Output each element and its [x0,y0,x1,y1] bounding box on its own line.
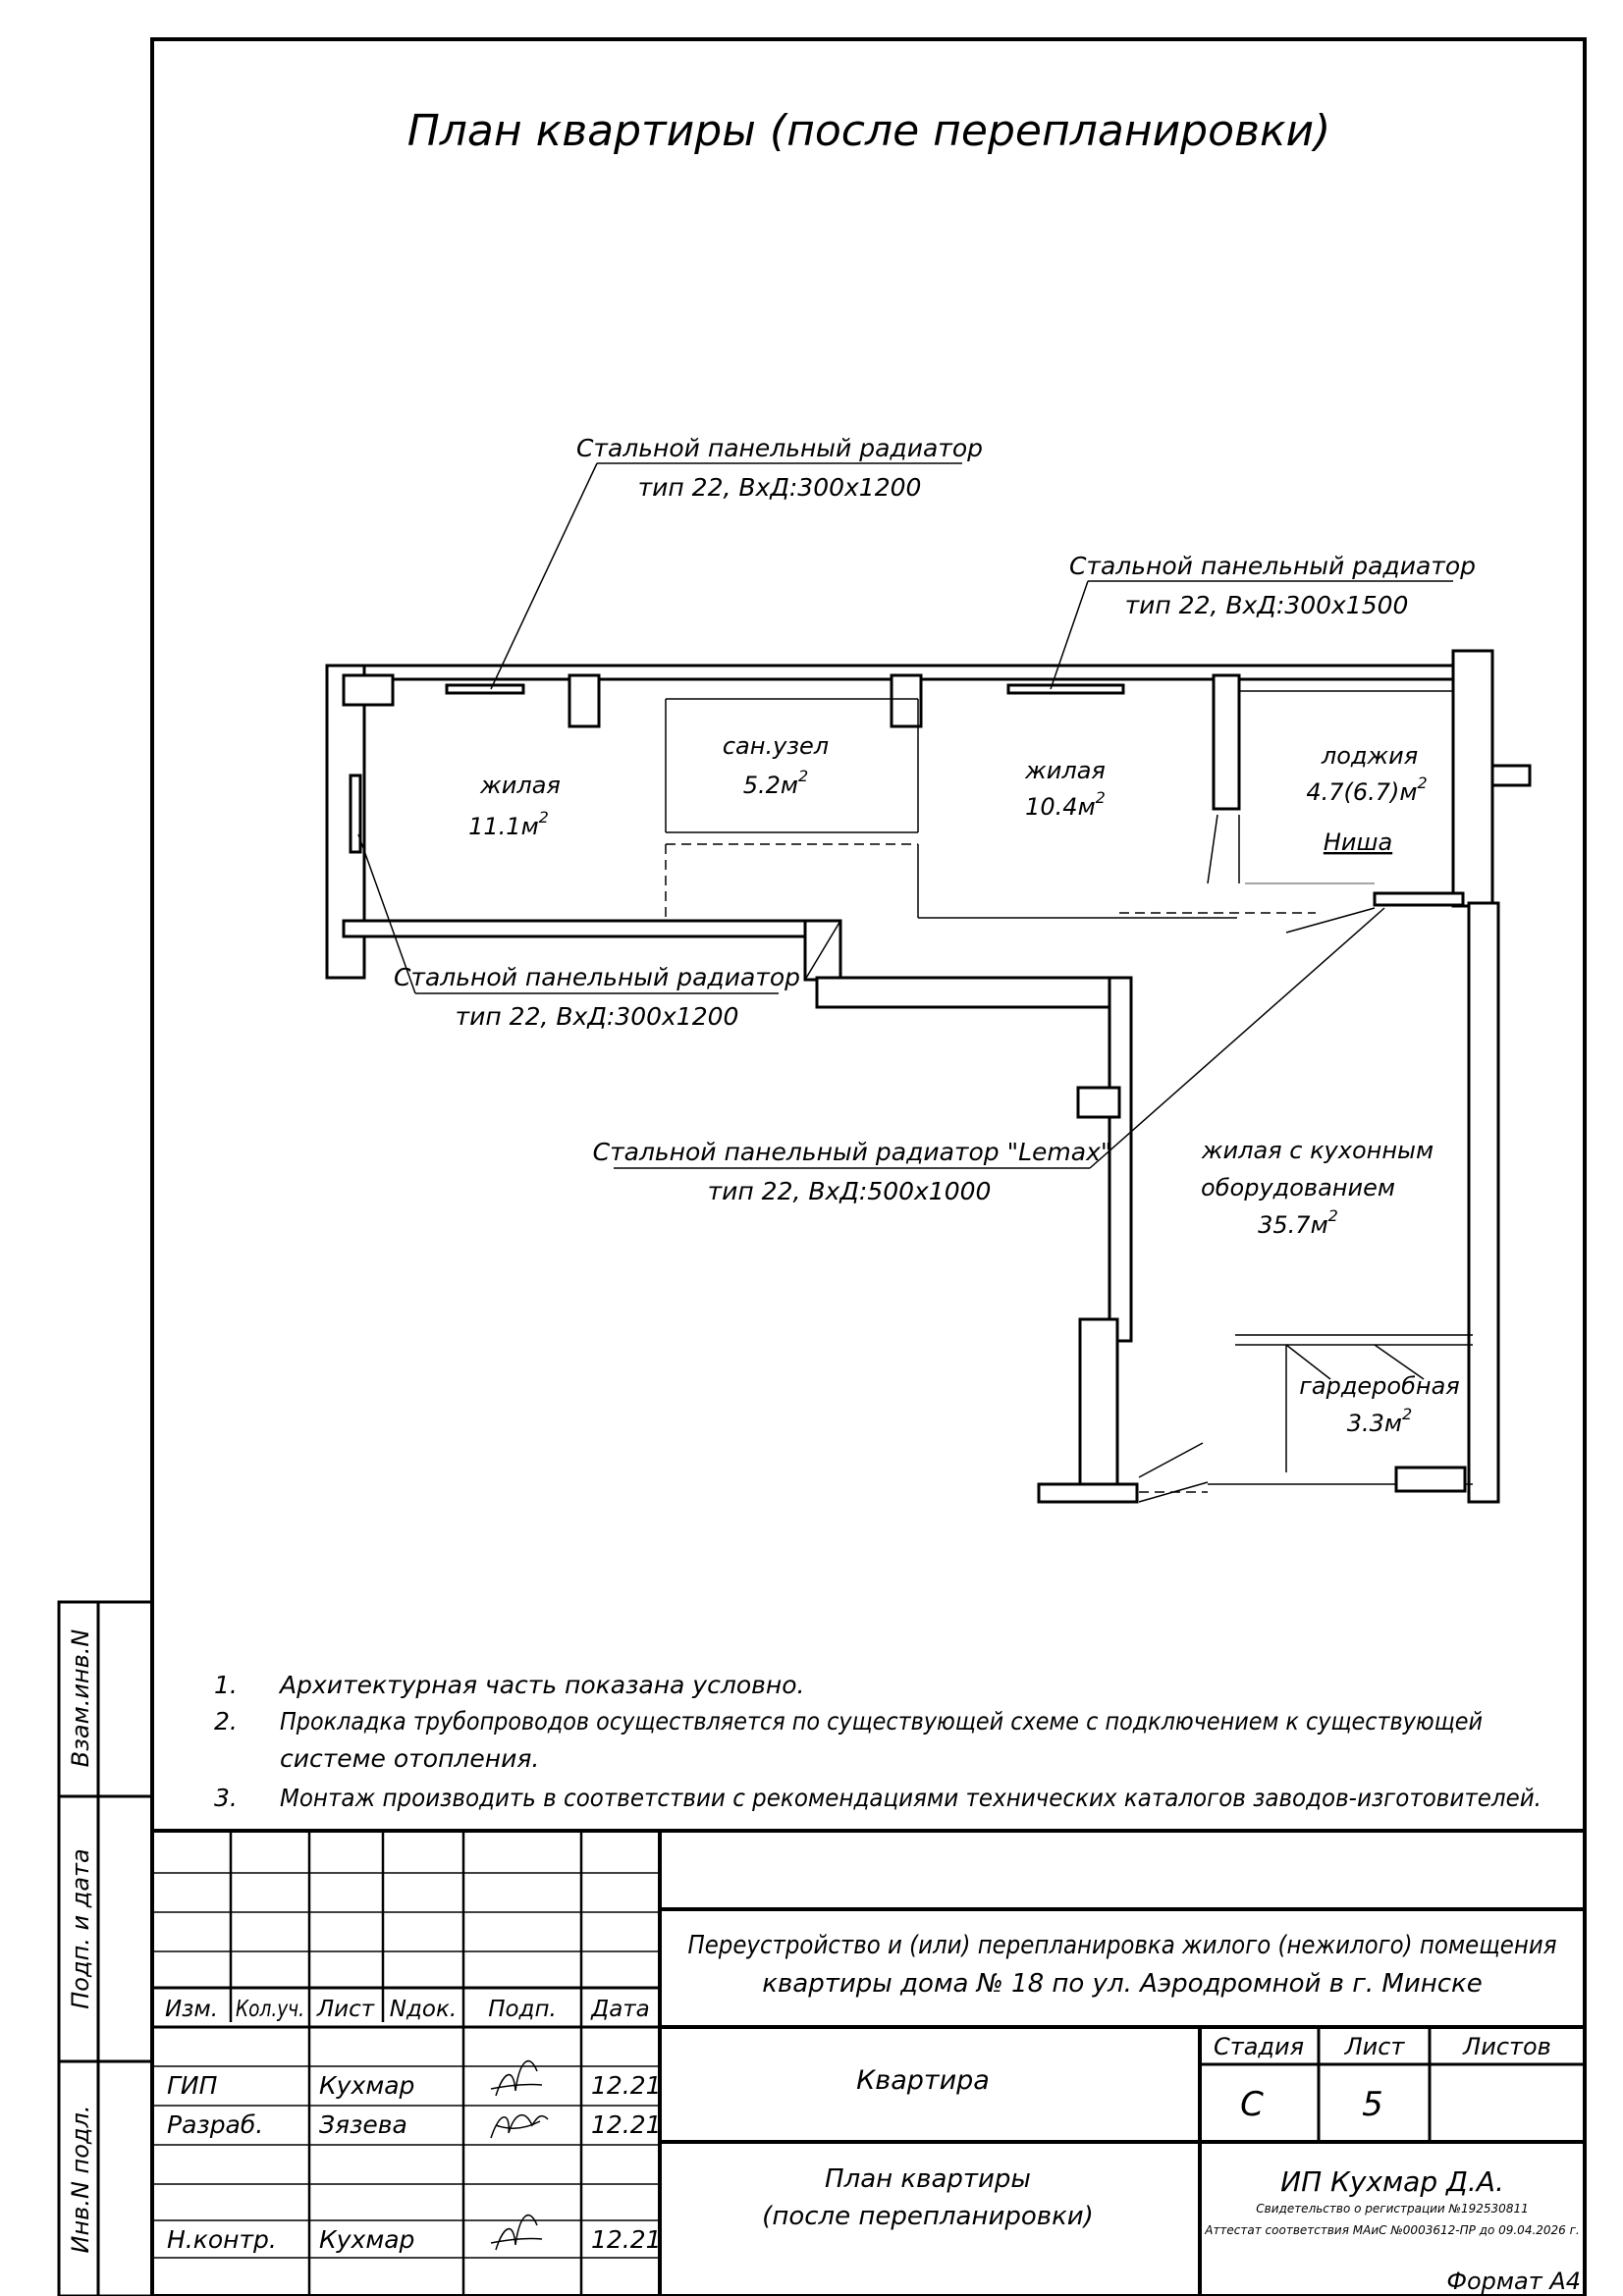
svg-text:Nдок.: Nдок. [389,1997,458,2022]
svg-text:2.: 2. [214,1707,238,1735]
niche-radiator [1375,893,1463,905]
room-name-4: лоджия [1321,742,1419,770]
side-stamp [59,1602,152,2296]
svg-text:Лист: Лист [316,1997,375,2022]
svg-text:4.7(6.7)м2: $4.7(6.7)м^2$ [1306,774,1428,806]
radiator-3 [351,775,360,852]
object-name: Квартира [856,2065,990,2096]
sheet-title-2: (после перепланировки) [762,2202,1094,2231]
svg-text:тип 22, ВхД:500х1000: тип 22, ВхД:500х1000 [707,1177,992,1205]
svg-text:Взам.инв.N: Взам.инв.N [67,1629,94,1768]
svg-text:Архитектурная часть показана у: Архитектурная часть показана условно. [280,1671,805,1699]
project-line-2: квартиры дома № 18 по ул. Аэродромной в г. Минске [762,1969,1483,1999]
svg-text:Дата: Дата [591,1997,650,2022]
svg-text:Кол.уч.: Кол.уч. [236,1997,304,2022]
callout-1 [491,434,983,689]
svg-text:тип 22, ВхД:300х1500: тип 22, ВхД:300х1500 [1124,591,1409,619]
row-role-3: Н.контр. [167,2225,277,2254]
svg-text:Прокладка трубопроводов осущес: Прокладка трубопроводов осуществляется по существующей схеме с подключением к существующей [280,1707,1483,1735]
svg-text:Стадия: Стадия [1213,2033,1305,2060]
svg-text:Подп. и дата: Подп. и дата [67,1848,94,2009]
certificate-2: Аттестат соответствия МАиС №0003612-ПР до 09.04.2026 г. [1205,2223,1580,2237]
row-name-2: Зязева [319,2110,407,2139]
svg-text:3.3м2: $3.3м^2$ [1346,1405,1413,1437]
room-name-2: сан.узел [722,732,830,760]
svg-text:35.7м2: $35.7м^2$ [1258,1206,1338,1239]
title-block [152,1831,1585,2296]
svg-text:5.2м2: $5.2м^2$ [742,767,809,799]
row-name-3: Кухмар [319,2225,415,2254]
room-name-5b: оборудованием [1201,1174,1395,1201]
sheet-title-1: План квартиры [825,2164,1031,2194]
certificate-1: Свидетельство о регистрации №192530811 [1256,2202,1529,2216]
svg-text:Монтаж производить в соответст: Монтаж производить в соответствии с рекомендациями технических каталогов заводов-изготовителей. [280,1784,1542,1812]
radiator-1 [447,685,523,693]
room-area-3: 10.4м [1025,793,1096,821]
company-name: ИП Кухмар Д.А. [1280,2165,1504,2198]
notes [214,1671,1542,1812]
plan-title: План квартиры (после перепланировки) [406,106,1331,156]
row-role-1: ГИП [167,2071,218,2100]
svg-text:10.4м2: $10.4м^2$ [1025,788,1106,821]
row-date-2: 12.21 [591,2110,662,2139]
svg-text:Стальной панельный радиатор: Стальной панельный радиатор [1068,552,1477,580]
svg-text:Изм.: Изм. [164,1997,219,2022]
niche-label: Ниша [1323,828,1393,856]
svg-text:11.1м2: $11.1м^2$ [468,808,549,840]
row-date-1: 12.21 [591,2071,662,2100]
svg-text:3.: 3. [214,1784,238,1812]
svg-text:Стальной панельный радиатор ": Стальной панельный радиатор "Lemax" [592,1138,1112,1166]
room-name-3: жилая [1025,757,1106,784]
svg-text:1.: 1. [214,1671,238,1699]
sheet-value: 5 [1362,2085,1383,2124]
project-line-1: Переустройство и (или) перепланировка жилого (нежилого) помещения [687,1931,1557,1960]
stage-value: С [1240,2085,1264,2124]
svg-text:Листов: Листов [1463,2033,1551,2060]
room-area-1: 11.1м [468,813,539,840]
svg-text:тип 22, ВхД:300х1200: тип 22, ВхД:300х1200 [637,473,922,502]
svg-text:системе отопления.: системе отопления. [280,1744,540,1773]
signature-2 [491,2115,548,2138]
room-area-4: 4.7(6.7)м [1306,778,1418,806]
svg-text:Стальной панельный радиатор: Стальной панельный радиатор [393,963,801,991]
room-name-1: жилая [480,772,561,799]
radiator-2 [1008,685,1123,693]
room-area-2: 5.2м [742,772,799,799]
room-area-6: 3.3м [1346,1410,1403,1437]
row-date-3: 12.21 [591,2225,662,2254]
room-name-6: гардеробная [1299,1372,1460,1400]
row-name-1: Кухмар [319,2071,415,2100]
svg-text:Подп.: Подп. [488,1997,557,2022]
row-role-2: Разраб. [167,2110,264,2139]
svg-text:Стальной панельный радиатор: Стальной панельный радиатор [575,434,984,462]
svg-text:Лист: Лист [1344,2033,1405,2060]
format-label: Формат А4 [1446,2268,1581,2295]
room-area-5: 35.7м [1258,1211,1328,1239]
room-name-5a: жилая с кухонным [1201,1137,1434,1164]
svg-text:тип 22, ВхД:300х1200: тип 22, ВхД:300х1200 [455,1002,739,1031]
svg-text:Инв.N подл.: Инв.N подл. [67,2105,94,2254]
